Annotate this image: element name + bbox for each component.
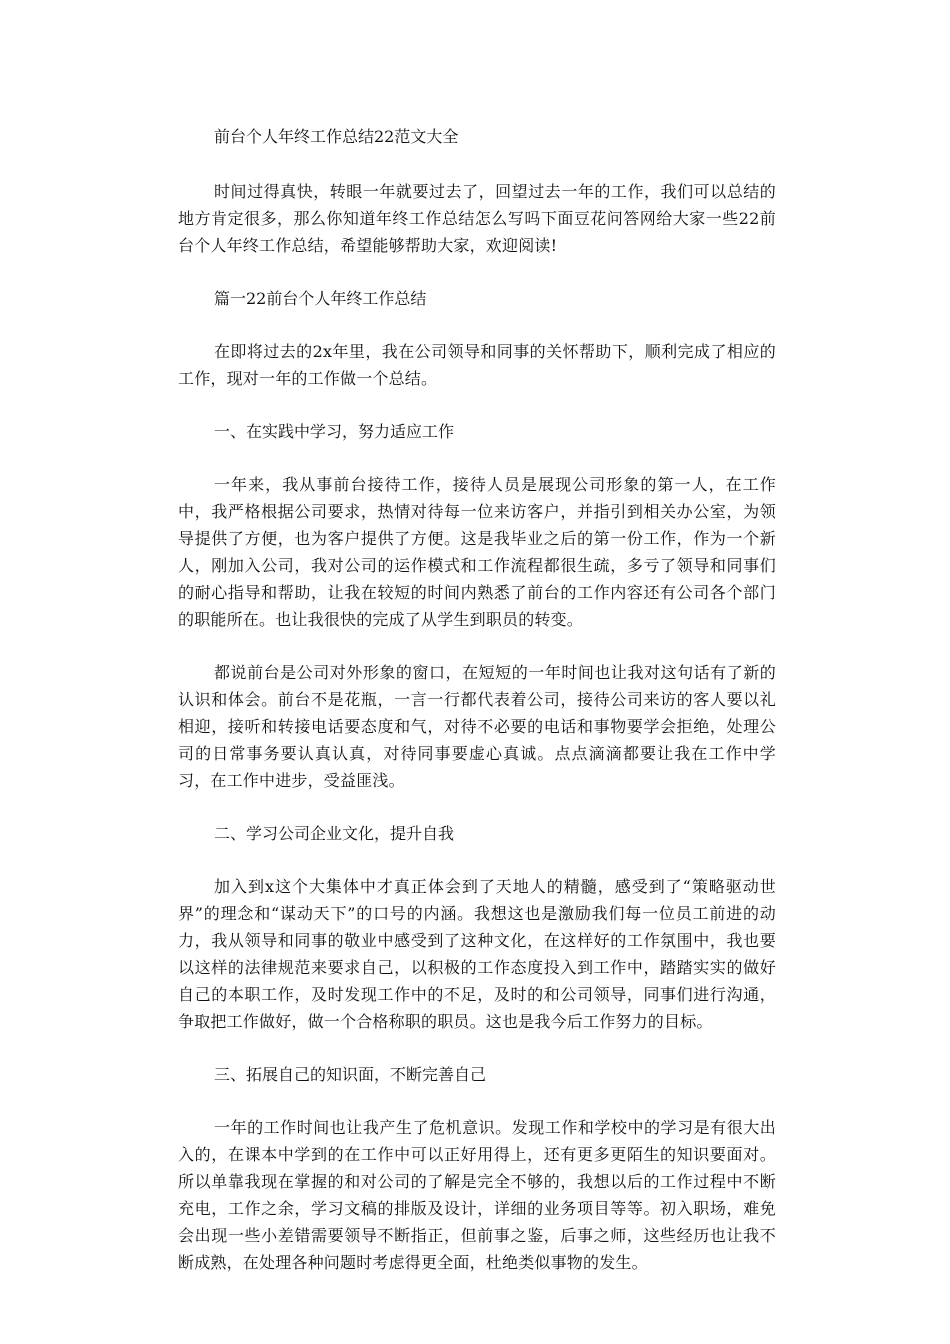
- intro-paragraph: 时间过得真快，转眼一年就要过去了，回望过去一年的工作，我们可以总结的地方肯定很多，那么你知道年终工作总结怎么写吗下面豆花问答网给大家一些22前台个人年终工作总结，希望能够帮助大家，欢迎阅读!: [178, 182, 776, 255]
- heading-2: 二、学习公司企业文化，提升自我: [214, 824, 455, 843]
- heading-3: 三、拓展自己的知识面，不断完善自己: [214, 1065, 487, 1084]
- paragraph-1: 在即将过去的2x年里，我在公司领导和同事的关怀帮助下，顺利完成了相应的工作，现对一年的工作做一个总结。: [178, 342, 776, 388]
- paragraph-2: 一年来，我从事前台接待工作，接待人员是展现公司形象的第一人，在工作中，我严格根据公司要求，热情对待每一位来访客户，并指引到相关办公室，为领导提供了方便，也为客户提供了方便。这是我毕业之后的第一份工作，作为一个新人，刚加入公司，我对公司的运作模式和工作流程都很生疏，多亏了领导和同事们的耐心指导和帮助，让我在较短的时间内熟悉了前台的工作内容还有公司各个部门的职能所在。也让我很快的完成了从学生到职员的转变。: [178, 475, 776, 629]
- section-title: 篇一22前台个人年终工作总结: [214, 289, 427, 308]
- document-page: [178, 124, 776, 1302]
- paragraph-4: 加入到x这个大集体中才真正体会到了天地人的精髓，感受到了“策略驱动世界”的理念和“谋动天下”的口号的内涵。我想这也是激励我们每一位员工前进的动力，我从领导和同事的敬业中感受到了这种文化，在这样好的工作氛围中，我也要以这样的法律规范来要求自己，以积极的工作态度投入到工作中，踏踏实实的做好自己的本职工作，及时发现工作中的不足，及时的和公司领导，同事们进行沟通，争取把工作做好，做一个合格称职的职员。这也是我今后工作努力的目标。: [178, 877, 776, 1031]
- document-title: 前台个人年终工作总结22范文大全: [214, 127, 459, 146]
- paragraph-5: 一年的工作时间也让我产生了危机意识。发现工作和学校中的学习是有很大出入的，在课本中学到的在工作中可以正好用得上，还有更多更陌生的知识要面对。所以单靠我现在掌握的和对公司的了解是完全不够的，我想以后的工作过程中不断充电，工作之余，学习文稿的排版及设计，详细的业务项目等等。初入职场，难免会出现一些小差错需要领导不断指正，但前事之鉴，后事之师，这些经历也让我不断成熟，在处理各种问题时考虑得更全面，杜绝类似事物的发生。: [178, 1118, 776, 1272]
- paragraph-3: 都说前台是公司对外形象的窗口，在短短的一年时间也让我对这句话有了新的认识和体会。前台不是花瓶，一言一行都代表着公司，接待公司来访的客人要以礼相迎，接听和转接电话要态度和气，对待不必要的电话和事物要学会拒绝，处理公司的日常事务要认真认真，对待同事要虚心真诚。点点滴滴都要让我在工作中学习，在工作中进步，受益匪浅。: [178, 663, 776, 790]
- heading-1: 一、在实践中学习，努力适应工作: [214, 422, 455, 441]
